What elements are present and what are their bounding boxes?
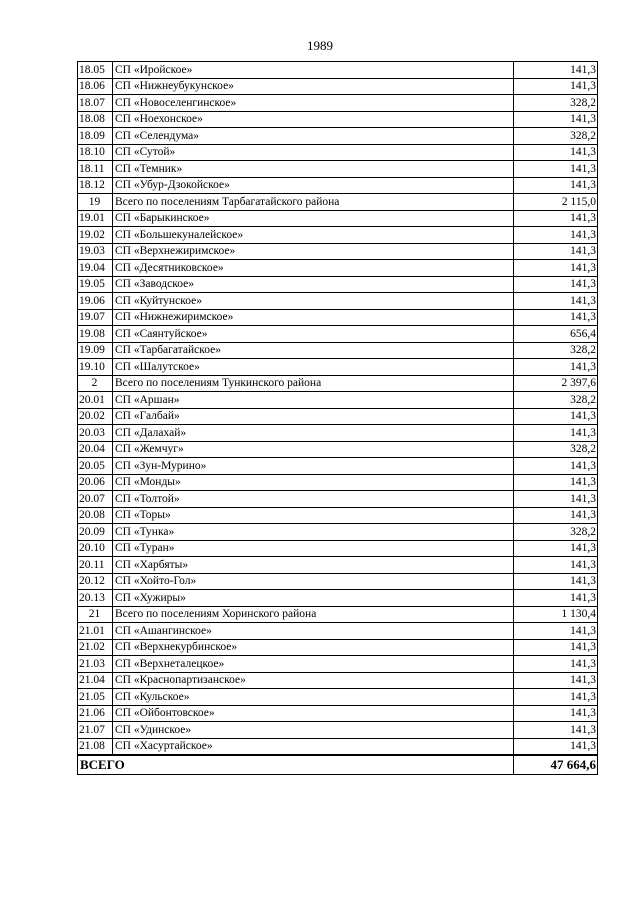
- row-name: СП «Убур-Дзокойское»: [113, 177, 514, 194]
- row-value: 141,3: [514, 590, 598, 607]
- row-value: 328,2: [514, 95, 598, 112]
- row-name: СП «Харбяты»: [113, 557, 514, 574]
- row-code: 18.11: [78, 161, 113, 178]
- row-code: 21.01: [78, 623, 113, 640]
- subtotal-row: [78, 606, 598, 623]
- row-code: 21.07: [78, 722, 113, 739]
- row-name: СП «Саянтуйское»: [113, 326, 514, 343]
- row-code: 19.09: [78, 342, 113, 359]
- row-value: 141,3: [514, 540, 598, 557]
- row-name: СП «Хасуртайское»: [113, 738, 514, 755]
- row-name: СП «Удинское»: [113, 722, 514, 739]
- row-value: 141,3: [514, 705, 598, 722]
- table-row: [78, 705, 598, 722]
- table-row: [78, 524, 598, 541]
- row-code: 18.12: [78, 177, 113, 194]
- row-code: 20.02: [78, 408, 113, 425]
- row-value: 328,2: [514, 342, 598, 359]
- subtotal-row: [78, 375, 598, 392]
- row-code: 19.07: [78, 309, 113, 326]
- row-value: 141,3: [514, 656, 598, 673]
- row-code: 21.02: [78, 639, 113, 656]
- row-value: 328,2: [514, 392, 598, 409]
- table-row: [78, 441, 598, 458]
- row-name: СП «Нижнежиримское»: [113, 309, 514, 326]
- row-code: 19.03: [78, 243, 113, 260]
- table-row: [78, 293, 598, 310]
- row-code: 19.06: [78, 293, 113, 310]
- row-code: 18.10: [78, 144, 113, 161]
- row-value: 141,3: [514, 458, 598, 475]
- table-row: [78, 623, 598, 640]
- row-name: СП «Хойто-Гол»: [113, 573, 514, 590]
- table-row: [78, 227, 598, 244]
- subtotal-row: [78, 194, 598, 211]
- row-name: СП «Краснопартизанское»: [113, 672, 514, 689]
- row-code: 21.06: [78, 705, 113, 722]
- row-code: 20.10: [78, 540, 113, 557]
- row-code: 18.09: [78, 128, 113, 145]
- total-value: 47 664,6: [514, 755, 598, 775]
- row-value: 141,3: [514, 507, 598, 524]
- row-code: 18.06: [78, 78, 113, 95]
- row-name: СП «Туран»: [113, 540, 514, 557]
- row-value: 141,3: [514, 210, 598, 227]
- row-name: СП «Селендума»: [113, 128, 514, 145]
- table-row: [78, 309, 598, 326]
- table-row: [78, 111, 598, 128]
- row-value: 141,3: [514, 639, 598, 656]
- table-row: [78, 656, 598, 673]
- row-name: СП «Кульское»: [113, 689, 514, 706]
- table-row: [78, 342, 598, 359]
- row-name: СП «Барыкинское»: [113, 210, 514, 227]
- row-name: СП «Большекуналейское»: [113, 227, 514, 244]
- row-code: 20.08: [78, 507, 113, 524]
- row-value: 141,3: [514, 309, 598, 326]
- row-code: 19.05: [78, 276, 113, 293]
- row-value: 328,2: [514, 441, 598, 458]
- row-code: 19.10: [78, 359, 113, 376]
- row-value: 141,3: [514, 78, 598, 95]
- row-name: СП «Верхнеталецкое»: [113, 656, 514, 673]
- row-value: 141,3: [514, 260, 598, 277]
- row-value: 141,3: [514, 408, 598, 425]
- row-name: СП «Куйтунское»: [113, 293, 514, 310]
- row-name: СП «Ноехонское»: [113, 111, 514, 128]
- row-code: 2: [78, 375, 113, 392]
- row-name: СП «Толтой»: [113, 491, 514, 508]
- row-value: 141,3: [514, 177, 598, 194]
- row-code: 19.02: [78, 227, 113, 244]
- row-value: 141,3: [514, 227, 598, 244]
- row-value: 328,2: [514, 128, 598, 145]
- row-value: 141,3: [514, 722, 598, 739]
- row-name: Всего по поселениям Тункинского района: [113, 375, 514, 392]
- table-row: [78, 326, 598, 343]
- table-row: [78, 408, 598, 425]
- table-row: [78, 392, 598, 409]
- row-value: 141,3: [514, 672, 598, 689]
- table-row: [78, 557, 598, 574]
- row-name: СП «Тарбагатайское»: [113, 342, 514, 359]
- table-row: [78, 177, 598, 194]
- page-number: 1989: [307, 38, 333, 53]
- table-row: [78, 161, 598, 178]
- row-value: 141,3: [514, 491, 598, 508]
- table-row: [78, 95, 598, 112]
- row-code: 20.03: [78, 425, 113, 442]
- table-row: [78, 722, 598, 739]
- table-row: [78, 689, 598, 706]
- row-name: СП «Торы»: [113, 507, 514, 524]
- table-row: [78, 507, 598, 524]
- table-row: [78, 540, 598, 557]
- table-row: [78, 474, 598, 491]
- row-code: 20.09: [78, 524, 113, 541]
- row-name: СП «Новоселенгинское»: [113, 95, 514, 112]
- row-code: 20.11: [78, 557, 113, 574]
- row-value: 141,3: [514, 474, 598, 491]
- table-row: [78, 62, 598, 79]
- table-row: [78, 738, 598, 755]
- row-value: 141,3: [514, 359, 598, 376]
- row-code: 19.04: [78, 260, 113, 277]
- row-code: 20.12: [78, 573, 113, 590]
- row-value: 141,3: [514, 738, 598, 755]
- row-name: СП «Иройское»: [113, 62, 514, 79]
- table-row: [78, 78, 598, 95]
- table-row: [78, 210, 598, 227]
- table-row: [78, 359, 598, 376]
- row-name: СП «Зун-Мурино»: [113, 458, 514, 475]
- row-name: СП «Верхнекурбинское»: [113, 639, 514, 656]
- table-row: [78, 276, 598, 293]
- row-name: СП «Жемчуг»: [113, 441, 514, 458]
- row-value: 141,3: [514, 161, 598, 178]
- row-code: 20.05: [78, 458, 113, 475]
- row-name: Всего по поселениям Тарбагатайского района: [113, 194, 514, 211]
- row-code: 21.08: [78, 738, 113, 755]
- row-code: 21.03: [78, 656, 113, 673]
- table-row: [78, 590, 598, 607]
- row-code: 20.06: [78, 474, 113, 491]
- row-value: 141,3: [514, 276, 598, 293]
- table-row: [78, 639, 598, 656]
- row-name: СП «Галбай»: [113, 408, 514, 425]
- row-value: 141,3: [514, 144, 598, 161]
- row-code: 19.01: [78, 210, 113, 227]
- row-value: 141,3: [514, 111, 598, 128]
- row-code: 18.07: [78, 95, 113, 112]
- table-row: [78, 491, 598, 508]
- row-value: 1 130,4: [514, 606, 598, 623]
- row-name: СП «Аршан»: [113, 392, 514, 409]
- row-value: 656,4: [514, 326, 598, 343]
- row-value: 141,3: [514, 425, 598, 442]
- row-value: 2 397,6: [514, 375, 598, 392]
- row-name: СП «Заводское»: [113, 276, 514, 293]
- row-name: СП «Тунка»: [113, 524, 514, 541]
- row-code: 19: [78, 194, 113, 211]
- row-value: 141,3: [514, 623, 598, 640]
- row-name: СП «Сутой»: [113, 144, 514, 161]
- row-name: СП «Верхнежиримское»: [113, 243, 514, 260]
- table-row: [78, 243, 598, 260]
- table-row: [78, 672, 598, 689]
- row-name: СП «Далахай»: [113, 425, 514, 442]
- row-name: СП «Ойбонтовское»: [113, 705, 514, 722]
- row-value: 141,3: [514, 243, 598, 260]
- row-code: 18.08: [78, 111, 113, 128]
- table-row: [78, 425, 598, 442]
- row-code: 20.07: [78, 491, 113, 508]
- table-row: [78, 260, 598, 277]
- row-code: 20.01: [78, 392, 113, 409]
- row-code: 20.04: [78, 441, 113, 458]
- row-code: 21.05: [78, 689, 113, 706]
- row-value: 2 115,0: [514, 194, 598, 211]
- table-row: [78, 458, 598, 475]
- row-code: 20.13: [78, 590, 113, 607]
- row-code: 18.05: [78, 62, 113, 79]
- row-name: СП «Ашангинское»: [113, 623, 514, 640]
- row-value: 141,3: [514, 689, 598, 706]
- row-name: СП «Шалутское»: [113, 359, 514, 376]
- row-code: 21: [78, 606, 113, 623]
- table-row: [78, 144, 598, 161]
- row-name: СП «Хужиры»: [113, 590, 514, 607]
- row-value: 141,3: [514, 293, 598, 310]
- row-name: СП «Десятниковское»: [113, 260, 514, 277]
- total-label: ВСЕГО: [78, 755, 514, 775]
- row-value: 328,2: [514, 524, 598, 541]
- row-name: СП «Темник»: [113, 161, 514, 178]
- table-body: [78, 62, 598, 775]
- budget-distribution-table: [77, 61, 598, 775]
- row-code: 21.04: [78, 672, 113, 689]
- total-row: [78, 755, 598, 775]
- row-value: 141,3: [514, 557, 598, 574]
- table-row: [78, 128, 598, 145]
- row-name: СП «Монды»: [113, 474, 514, 491]
- row-value: 141,3: [514, 573, 598, 590]
- row-value: 141,3: [514, 62, 598, 79]
- row-name: СП «Нижнеубукунское»: [113, 78, 514, 95]
- table-row: [78, 573, 598, 590]
- row-code: 19.08: [78, 326, 113, 343]
- row-name: Всего по поселениям Хоринского района: [113, 606, 514, 623]
